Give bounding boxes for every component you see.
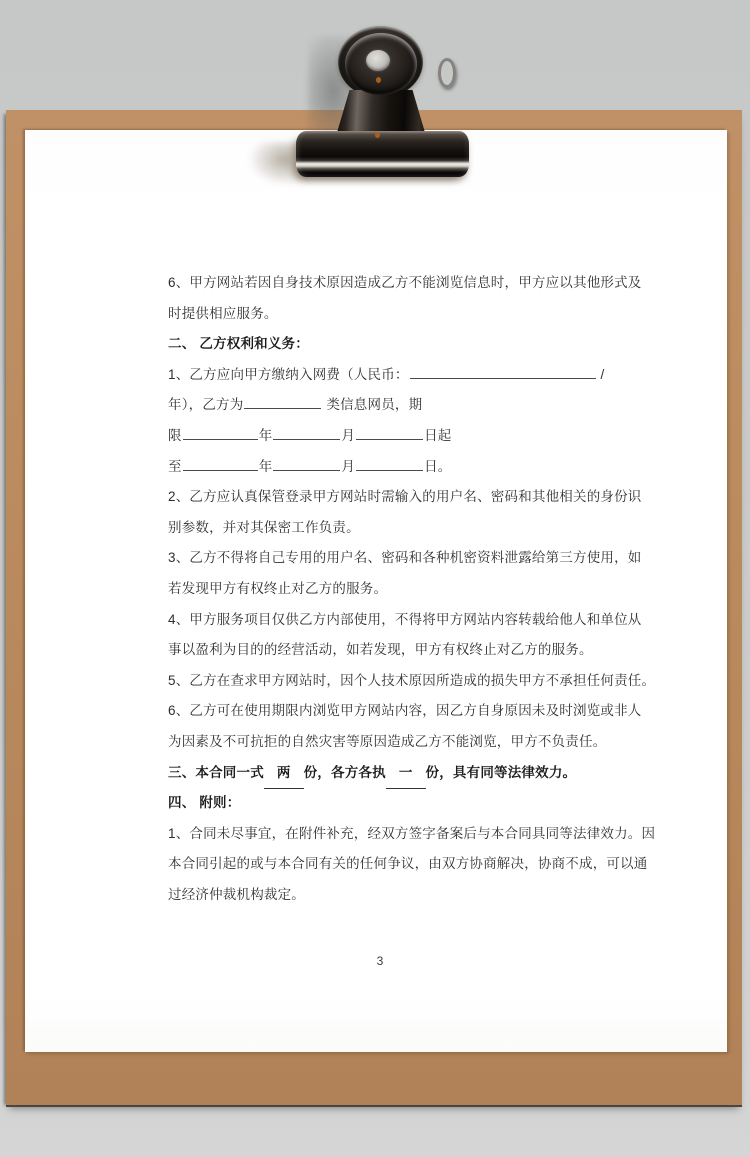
underlined-value: 一 bbox=[386, 758, 426, 790]
document-line bbox=[168, 666, 656, 697]
clipboard bbox=[6, 110, 742, 1105]
document-line bbox=[168, 329, 592, 360]
text-segment: 5、乙方在查求甲方网站时，因个人技术原因所造成的损失甲方不承担任何责任。 bbox=[168, 672, 656, 688]
document-line bbox=[168, 574, 592, 605]
blank-fill-in-field bbox=[356, 457, 423, 471]
document-line bbox=[168, 543, 642, 574]
text-segment: 时提供相应服务。 bbox=[168, 305, 278, 321]
document-line bbox=[168, 849, 648, 880]
text-segment: 事以盈利为目的的经营活动，如若发现，甲方有权终止对乙方的服务。 bbox=[168, 642, 593, 658]
page-number: 3 bbox=[376, 954, 384, 968]
text-segment: 年 bbox=[258, 458, 273, 474]
text-segment: 年），乙方为 bbox=[168, 397, 244, 413]
text-segment: / bbox=[596, 366, 605, 382]
document-line bbox=[168, 880, 592, 911]
document-line bbox=[168, 452, 592, 483]
text-segment: 限 bbox=[168, 427, 182, 443]
blank-fill-in-field bbox=[244, 396, 321, 410]
document-line bbox=[168, 360, 605, 391]
clip-lever bbox=[438, 58, 456, 88]
document-line bbox=[168, 513, 592, 544]
document-line bbox=[168, 268, 642, 299]
text-segment: 三、本合同一式 bbox=[168, 764, 264, 780]
document-line bbox=[168, 727, 607, 758]
text-segment: 日起 bbox=[424, 427, 452, 443]
text-segment: 1、乙方应向甲方缴纳入网费（人民币： bbox=[168, 366, 409, 382]
text-segment: 二、 乙方权利和义务： bbox=[168, 336, 309, 352]
document-line bbox=[168, 819, 656, 850]
blank-fill-in-field bbox=[356, 426, 423, 440]
clip-knob bbox=[345, 33, 417, 95]
clip-spring-coil bbox=[338, 26, 423, 98]
document-line bbox=[168, 635, 592, 666]
text-segment: 日。 bbox=[424, 458, 452, 474]
text-segment: 月 bbox=[341, 427, 356, 443]
underlined-value: 两 bbox=[264, 758, 304, 790]
text-segment: 若发现甲方有权终止对乙方的服务。 bbox=[168, 580, 388, 596]
text-segment: 4、甲方服务项目仅供乙方内部使用，不得将甲方网站内容转载给他人和单位从 bbox=[168, 611, 642, 627]
document-line bbox=[168, 758, 592, 789]
document-line bbox=[168, 696, 642, 727]
document-line bbox=[168, 605, 642, 636]
clip-hole bbox=[366, 50, 390, 71]
document-line bbox=[168, 390, 592, 421]
text-segment: 类信息网员，期 bbox=[322, 397, 423, 413]
text-segment: 别参数，并对其保密工作负责。 bbox=[168, 519, 360, 535]
text-segment: 2、乙方应认真保管登录甲方网站时需输入的用户名、密码和其他相关的身份识 bbox=[168, 489, 642, 505]
text-segment: 为因素及不可抗拒的自然灾害等原因造成乙方不能浏览，甲方不负责任。 bbox=[168, 733, 607, 749]
blank-fill-in-field bbox=[410, 365, 596, 379]
document-body bbox=[168, 268, 656, 910]
text-segment: 6、乙方可在使用期限内浏览甲方网站内容，因乙方自身原因未及时浏览或非人 bbox=[168, 703, 642, 719]
document-line bbox=[168, 482, 642, 513]
blank-fill-in-field bbox=[273, 426, 340, 440]
text-segment: 份，具有同等法律效力。 bbox=[425, 764, 577, 780]
text-segment: 过经济仲裁机构裁定。 bbox=[168, 886, 305, 902]
blank-fill-in-field bbox=[183, 426, 258, 440]
text-segment: 四、 附则： bbox=[168, 795, 241, 811]
text-segment: 份，各方各执 bbox=[303, 764, 386, 780]
contract-page bbox=[25, 130, 727, 1052]
clip-rivet-icon bbox=[376, 77, 381, 83]
text-segment: 3、乙方不得将自己专用的用户名、密码和各种机密资料泄露给第三方使用，如 bbox=[168, 550, 642, 566]
text-segment: 年 bbox=[258, 427, 273, 443]
document-line bbox=[168, 421, 592, 452]
blank-fill-in-field bbox=[183, 457, 258, 471]
text-segment: 1、合同未尽事宜，在附件补充，经双方签字备案后与本合同具同等法律效力。因 bbox=[168, 825, 656, 841]
document-line bbox=[168, 299, 592, 330]
text-segment: 至 bbox=[168, 458, 182, 474]
text-segment: 月 bbox=[341, 458, 356, 474]
text-segment: 本合同引起的或与本合同有关的任何争议，由双方协商解决，协商不成，可以通 bbox=[168, 856, 648, 872]
document-line bbox=[168, 788, 592, 819]
blank-fill-in-field bbox=[273, 457, 340, 471]
text-segment: 6、甲方网站若因自身技术原因造成乙方不能浏览信息时，甲方应以其他形式及 bbox=[168, 275, 642, 290]
